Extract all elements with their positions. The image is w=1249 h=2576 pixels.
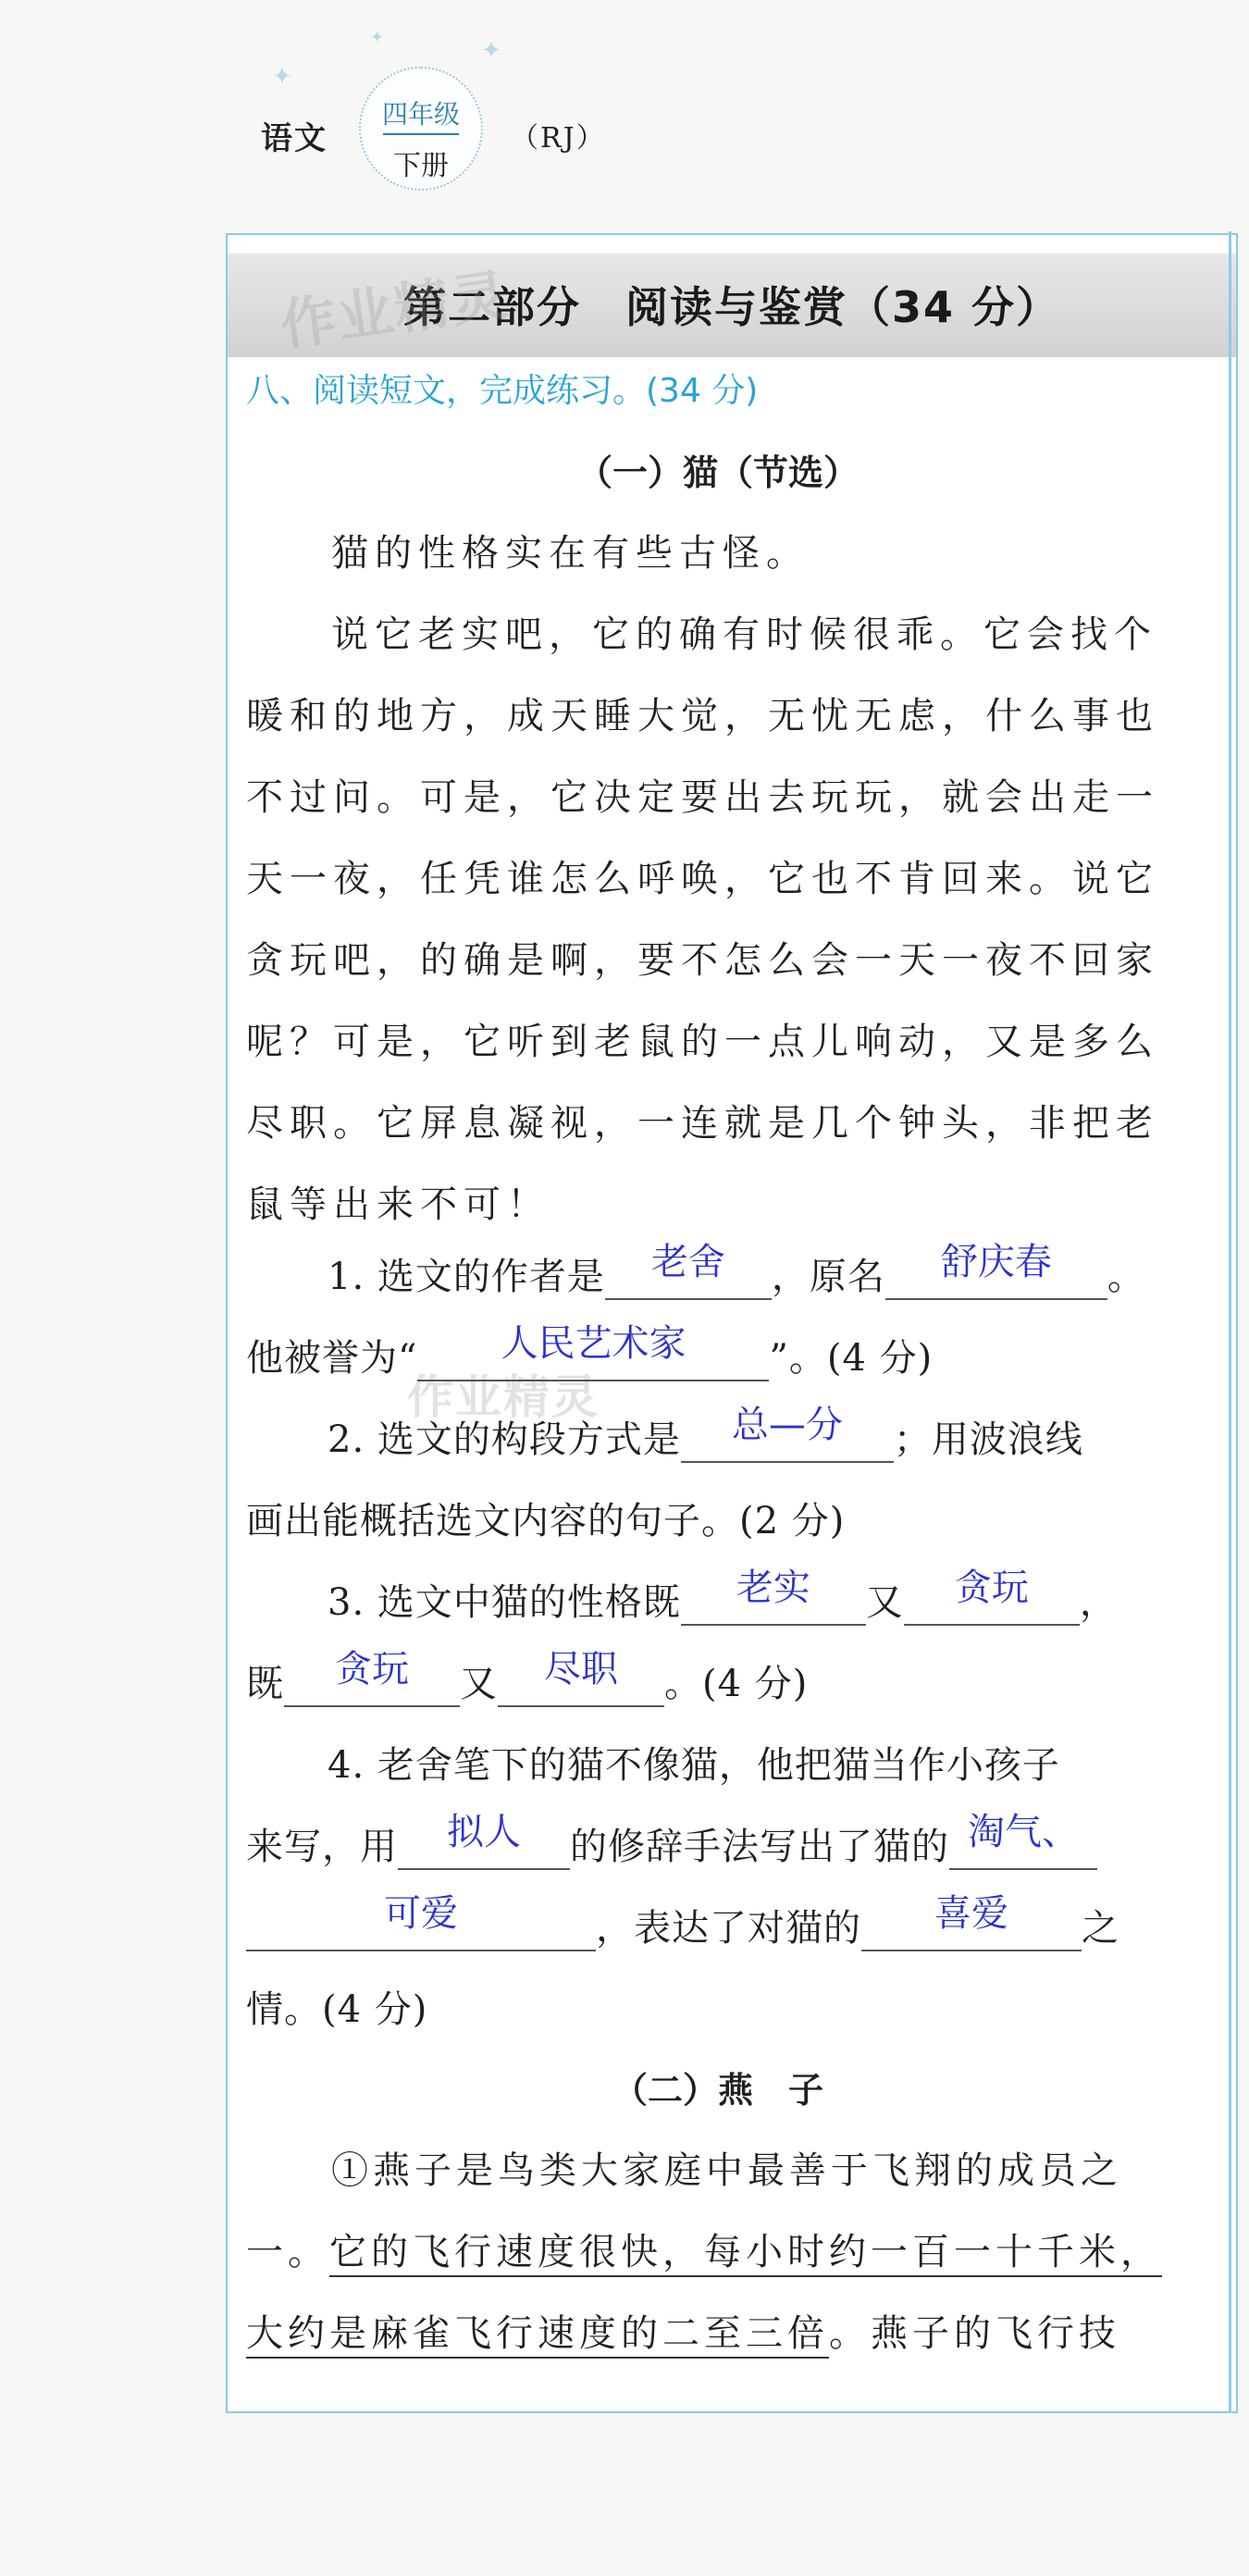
grade-label: 四年级 [381, 99, 460, 130]
passage2-text: 一。 [246, 2231, 329, 2273]
q3-blank-3[interactable] [284, 1648, 460, 1707]
decorative-sparkle-icon: ✦ [272, 63, 292, 91]
badge-divider [383, 133, 459, 135]
q1-answer-original-name: 舒庆春 [940, 1241, 1052, 1283]
passage2-line: ①燕子是鸟类大家庭中最善于飞翔的成员之 [331, 2149, 1122, 2192]
watermark-logo: 作业精灵 [407, 1370, 600, 1424]
question-1-line2 [246, 1322, 934, 1381]
question-heading: 八、阅读短文，完成练习。(34 分) [246, 372, 759, 410]
passage2-underlined-sentence: 大约是麻雀飞行速度的二至三倍 [246, 2312, 829, 2359]
q4-blank-trait-a[interactable] [949, 1811, 1097, 1870]
part-title: 第二部分 阅读与鉴赏（34 分） [402, 282, 1061, 332]
q4-blank-emotion[interactable] [861, 1892, 1082, 1951]
q1-answer-author: 老舍 [650, 1241, 725, 1283]
q3-answer-2: 贪玩 [954, 1567, 1029, 1609]
q1-blank-original-name[interactable] [885, 1241, 1107, 1300]
q3-blank-4[interactable] [498, 1648, 664, 1707]
q2-blank-structure[interactable] [681, 1404, 894, 1463]
passage1-line: 说它老实吧，它的确有时候很乖。它会找个 [331, 613, 1157, 656]
q3-blank-2[interactable] [904, 1567, 1080, 1626]
q4-answer-trait-a: 淘气、 [968, 1811, 1079, 1853]
q1-blank-author[interactable] [605, 1241, 772, 1300]
question-4-line1: 4. 老舍笔下的猫不像猫，他把猫当作小孩子 [328, 1744, 1060, 1787]
question-4-line4: 情。(4 分) [246, 1988, 428, 2031]
passage2-underlined-sentence: 它的飞行速度很快，每小时约一百一十千米， [329, 2231, 1162, 2277]
passage1-line: 鼠等出来不可！ [246, 1183, 550, 1226]
q3-answer-4: 尽职 [544, 1648, 618, 1690]
q3-answer-1: 老实 [736, 1567, 810, 1609]
passage2-line [246, 2304, 1120, 2357]
q3-text: ， [1079, 1581, 1118, 1624]
part-banner [228, 254, 1236, 357]
q1-text: 1. 选文的作者是 [328, 1256, 605, 1298]
passage1-line: 天一夜，任凭谁怎么呼唤，它也不肯回来。说它 [246, 858, 1159, 900]
q4-answer-emotion: 喜爱 [934, 1892, 1008, 1935]
question-2-line1 [328, 1404, 1083, 1463]
q3-answer-3: 贪玩 [335, 1648, 409, 1690]
q1-text: 他被誉为“ [246, 1337, 418, 1380]
q4-text: 来写，用 [246, 1826, 398, 1868]
q3-text: 又 [865, 1581, 904, 1624]
passage1-line: 猫的性格实在有些古怪。 [331, 532, 810, 575]
question-3-line2 [246, 1648, 809, 1707]
q2-answer-structure: 总—分 [731, 1404, 843, 1446]
passage1-line: 贪玩吧，的确是啊，要不怎么会一天一夜不回家 [246, 939, 1159, 982]
grade-badge [359, 67, 483, 191]
q2-text: ；用波浪线 [893, 1418, 1083, 1461]
q2-text: 2. 选文的构段方式是 [328, 1418, 681, 1461]
q1-blank-title[interactable] [417, 1322, 769, 1381]
q1-text: ”。(4 分) [769, 1337, 934, 1380]
q3-text: 3. 选文中猫的性格既 [328, 1581, 681, 1624]
question-4-line2 [246, 1811, 1097, 1870]
q4-text: ，表达了对猫的 [596, 1907, 861, 1950]
q3-blank-1[interactable] [681, 1567, 866, 1626]
question-1-line1 [328, 1241, 1145, 1300]
passage2-title: （二）燕 子 [612, 2070, 823, 2111]
panel-right-border [1229, 231, 1231, 2411]
q3-text: 既 [246, 1663, 284, 1705]
q4-blank-rhetoric[interactable] [398, 1811, 570, 1870]
passage2-line [246, 2223, 1162, 2275]
decorative-sparkle-icon: ✦ [481, 37, 501, 65]
passage1-line: 呢？可是，它听到老鼠的一点儿响动，又是多么 [246, 1021, 1159, 1063]
question-4-line3 [246, 1892, 1119, 1951]
q4-text: 的修辞手法写出了猫的 [570, 1826, 949, 1868]
question-3-line1 [328, 1567, 1118, 1626]
subject-label: 语文 [261, 120, 328, 157]
q4-answer-trait-b: 可爱 [384, 1892, 458, 1935]
q1-answer-title: 人民艺术家 [501, 1322, 686, 1365]
q4-text: 之 [1082, 1907, 1119, 1950]
term-label: 下册 [393, 150, 449, 182]
passage1-line: 不过问。可是，它决定要出去玩玩，就会出走一 [246, 776, 1159, 819]
q1-text: 。 [1107, 1256, 1145, 1298]
passage1-title: （一）猫（节选） [576, 452, 859, 493]
passage1-line: 尽职。它屏息凝视，一连就是几个钟头，非把老 [246, 1102, 1159, 1145]
q4-answer-rhetoric: 拟人 [447, 1811, 521, 1853]
watermark-logo: 作业精灵 [277, 263, 513, 359]
passage1-line: 暖和的地方，成天睡大觉，无忧无虑，什么事也 [246, 695, 1159, 737]
edition-label: （RJ） [511, 122, 606, 155]
page-header [0, 0, 1249, 222]
question-2-line2: 画出能概括选文内容的句子。(2 分) [246, 1500, 846, 1542]
q3-text: 。(4 分) [664, 1663, 809, 1705]
q3-text: 又 [460, 1663, 498, 1705]
q1-text: ，原名 [771, 1256, 885, 1298]
passage2-text: 。燕子的飞行技 [829, 2312, 1120, 2355]
q4-blank-trait-b[interactable] [246, 1892, 596, 1951]
decorative-sparkle-icon: ✦ [370, 28, 385, 47]
